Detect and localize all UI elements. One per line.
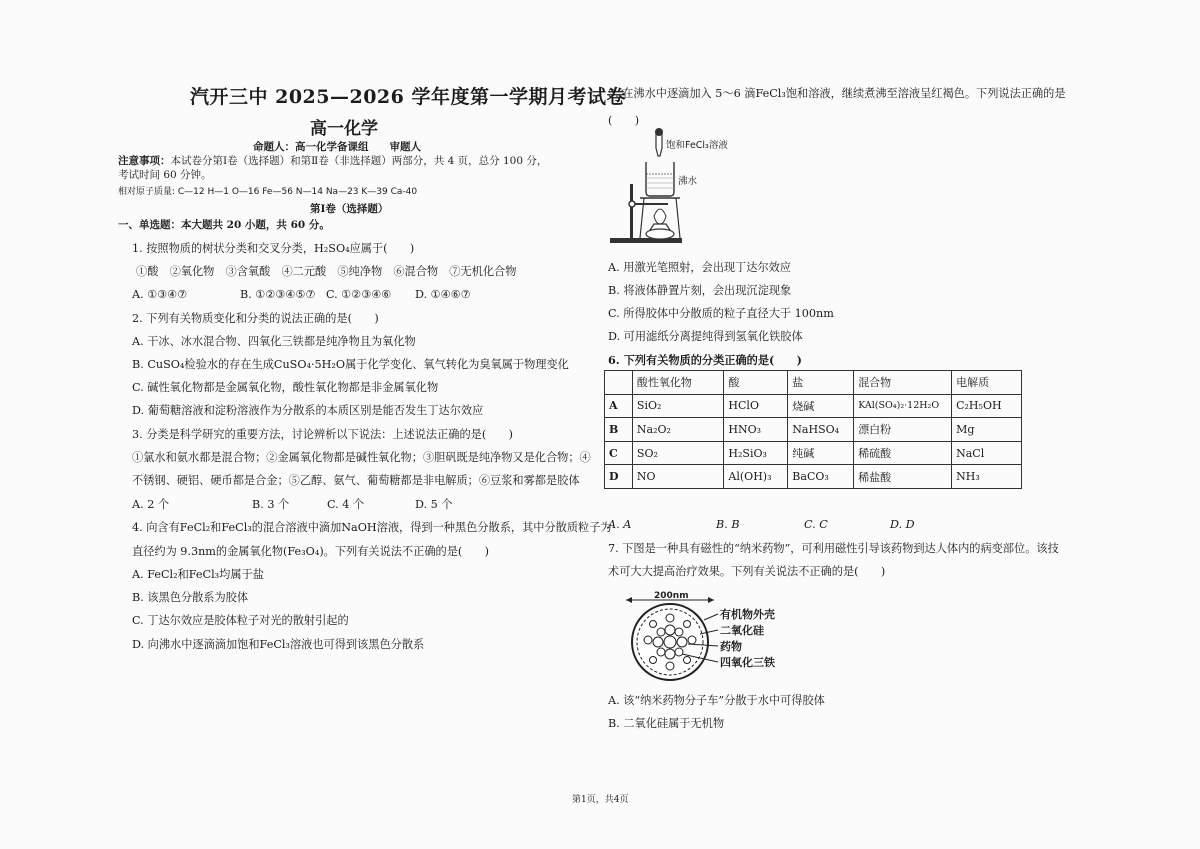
q7-line-1: 7. 下图是一种具有磁性的“纳米药物”，可利用磁性引导该药物到达人体内的病变部位。该技 (608, 542, 1059, 555)
fig-size-label: 200nm (654, 591, 689, 601)
notice-text-1: 本试卷分第Ⅰ卷（选择题）和第Ⅱ卷（非选择题）两部分，共 4 页，总分 100 分， (170, 155, 548, 167)
q5-stem: 5. 在沸水中逐滴加入 5～6 滴FeCl₃饱和溶液，继续煮沸至溶液呈红褐色。下列说法正确的是 (608, 87, 1066, 100)
part1-heading: 第Ⅰ卷（选择题） (310, 203, 389, 215)
section-heading: 一、单选题：本大题共 20 小题，共 60 分。 (118, 219, 330, 231)
q4-line-2: 直径约为 9.3nm的金属氧化物(Fe₃O₄)。下列有关说法不正确的是( ) (132, 545, 490, 558)
q3-stem: 3. 分类是科学研究的重要方法，讨论辨析以下说法：上述说法正确的是( ) (132, 428, 513, 441)
table-header-cell: 混合物 (854, 371, 952, 395)
table-cell: BaCO₃ (788, 465, 854, 489)
q5-bracket: ( ) (608, 114, 640, 127)
classification-table (604, 370, 1022, 489)
alcohol-lamp-body (646, 229, 674, 239)
q3-option-a: A. 2 个 (132, 498, 170, 511)
q2-option-d: D. 葡萄糖溶液和淀粉溶液作为分散系的本质区别是能否发生丁达尔效应 (132, 404, 484, 417)
q7-option-a: A. 该“纳米药物分子车”分散于水中可得胶体 (608, 694, 825, 707)
table-header-cell: 盐 (788, 371, 854, 395)
table-cell: NaHSO₄ (788, 418, 854, 442)
flame (654, 209, 666, 224)
fig-label-fecl3: 饱和FeCl₃溶液 (666, 140, 728, 151)
q1-items: ①酸 ②氧化物 ③含氧酸 ④二元酸 ⑤纯净物 ⑥混合物 ⑦无机化合物 (136, 265, 517, 278)
q1-stem: 1. 按照物质的树状分类和交叉分类，H₂SO₄应属于( ) (132, 242, 415, 255)
notice-line-1 (118, 153, 547, 168)
stand-base (610, 238, 682, 243)
q7-option-b: B. 二氧化硅属于无机物 (608, 717, 725, 730)
q4-line-1: 4. 向含有FeCl₂和FeCl₃的混合溶液中滴加NaOH溶液，得到一种黑色分散系，其中分散质粒子为 (132, 521, 612, 534)
dropper-bulb (655, 128, 663, 136)
fig-label-organic-shell: 有机物外壳 (720, 608, 775, 621)
fig-label-silica: 二氧化硅 (720, 624, 764, 637)
table-header-cell (605, 371, 633, 395)
table-cell: SiO₂ (632, 394, 724, 418)
table-cell: 漂白粉 (854, 418, 952, 442)
leader-line (704, 614, 718, 620)
stand-rod (630, 184, 633, 238)
table-cell: 烧碱 (788, 394, 854, 418)
beaker (646, 162, 674, 196)
q6-option-d: D. D (890, 518, 915, 531)
q3-option-d: D. 5 个 (415, 498, 453, 511)
notice-line-2: 考试时间 60 分钟。 (118, 169, 212, 181)
q5-option-c: C. 所得胶体中分散质的粒子直径大于 100nm (608, 307, 834, 320)
table-header-cell: 酸性氧化物 (632, 371, 724, 395)
table-row (605, 441, 1022, 465)
q1-option-b: B. ①②③④⑤⑦ (240, 288, 316, 301)
clamp-screw (629, 201, 635, 207)
table-cell: Na₂O₂ (632, 418, 724, 442)
notice-label: 注意事项： (118, 155, 171, 167)
nano-drug-figure (618, 592, 818, 682)
q3-line-2: 不锈钢、硬铝、硬币都是合金；⑤乙醇、氨气、葡萄糖都是非电解质；⑥豆浆和雾都是胶体 (132, 474, 580, 487)
q7-line-2: 术可大大提高治疗效果。下列有关说法不正确的是( ) (608, 565, 886, 578)
table-cell: NaCl (952, 441, 1022, 465)
q6-stem: 6. 下列有关物质的分类正确的是( ) (608, 353, 802, 367)
q6-option-a: A. A (608, 518, 632, 531)
q3-line-1: ①氯水和氨水都是混合物；②金属氧化物都是碱性氧化物；③胆矾既是纯净物又是化合物；④ (132, 451, 591, 464)
atomic-masses: 相对原子质量: C—12 H—1 O—16 Fe—56 N—14 Na—23 K—39 Ca-40 (118, 187, 418, 197)
authors-line: 命题人：高一化学备课组 审题人 (253, 141, 421, 153)
q4-option-a: A. FeCl₂和FeCl₃均属于盐 (132, 568, 264, 581)
table-row (605, 394, 1022, 418)
q3-option-c: C. 4 个 (327, 498, 365, 511)
table-cell: HNO₃ (724, 418, 788, 442)
table-cell: C₂H₅OH (952, 394, 1022, 418)
q4-option-b: B. 该黑色分散系为胶体 (132, 591, 249, 604)
drug-particles (644, 614, 696, 670)
table-header-row (605, 371, 1022, 395)
fig-label-boiling-water: 沸水 (678, 176, 698, 187)
q1-option-a: A. ①③④⑦ (132, 288, 188, 301)
q6-option-c: C. C (804, 518, 828, 531)
fig-label-fe3o4: 四氧化三铁 (720, 656, 775, 669)
table-cell: 稀硫酸 (854, 441, 952, 465)
table-cell: H₂SiO₃ (724, 441, 788, 465)
q6-option-b: B. B (716, 518, 740, 531)
table-cell: 纯碱 (788, 441, 854, 465)
table-header-cell: 电解质 (952, 371, 1022, 395)
exam-title: 汽开三中 2025—2026 学年度第一学期月考试卷 (190, 86, 626, 108)
table-cell: 稀盐酸 (854, 465, 952, 489)
q1-option-d: D. ①④⑥⑦ (415, 288, 471, 301)
q2-option-c: C. 碱性氧化物都是金属氧化物，酸性氧化物都是非金属氧化物 (132, 381, 439, 394)
q2-option-b: B. CuSO₄检验水的存在生成CuSO₄·5H₂O属于化学变化、氧气转化为臭氧属于物理变化 (132, 358, 569, 371)
table-row (605, 465, 1022, 489)
page-footer: 第1页，共4页 (572, 795, 629, 805)
q1-option-c: C. ①②③④⑥ (326, 288, 392, 301)
water-hatching (646, 178, 674, 188)
q4-option-c: C. 丁达尔效应是胶体粒子对光的散射引起的 (132, 614, 349, 627)
q4-option-d: D. 向沸水中逐滴滴加饱和FeCl₃溶液也可得到该黑色分散系 (132, 638, 425, 651)
tripod-leg-2 (676, 198, 680, 238)
table-row (605, 418, 1022, 442)
table-cell: A (605, 394, 633, 418)
q3-option-b: B. 3 个 (252, 498, 290, 511)
subject-title: 高一化学 (310, 119, 378, 139)
table-cell: D (605, 465, 633, 489)
table-cell: NO (632, 465, 724, 489)
table-cell: KAl(SO₄)₂·12H₂O (854, 394, 952, 418)
table-cell: HClO (724, 394, 788, 418)
table-cell: SO₂ (632, 441, 724, 465)
table-cell: NH₃ (952, 465, 1022, 489)
q2-stem: 2. 下列有关物质变化和分类的说法正确的是( ) (132, 312, 379, 325)
q2-option-a: A. 干冰、冰水混合物、四氧化三铁都是纯净物且为氧化物 (132, 335, 416, 348)
table-cell: Mg (952, 418, 1022, 442)
q5-option-a: A. 用激光笔照射，会出现丁达尔效应 (608, 261, 792, 274)
table-cell: B (605, 418, 633, 442)
table-header-cell: 酸 (724, 371, 788, 395)
table-cell: C (605, 441, 633, 465)
q5-option-d: D. 可用滤纸分离提纯得到氢氧化铁胶体 (608, 330, 803, 343)
boiling-apparatus-figure (608, 126, 728, 248)
q5-option-b: B. 将液体静置片刻，会出现沉淀现象 (608, 284, 792, 297)
fig-label-drug: 药物 (720, 640, 742, 653)
table-cell: Al(OH)₃ (724, 465, 788, 489)
